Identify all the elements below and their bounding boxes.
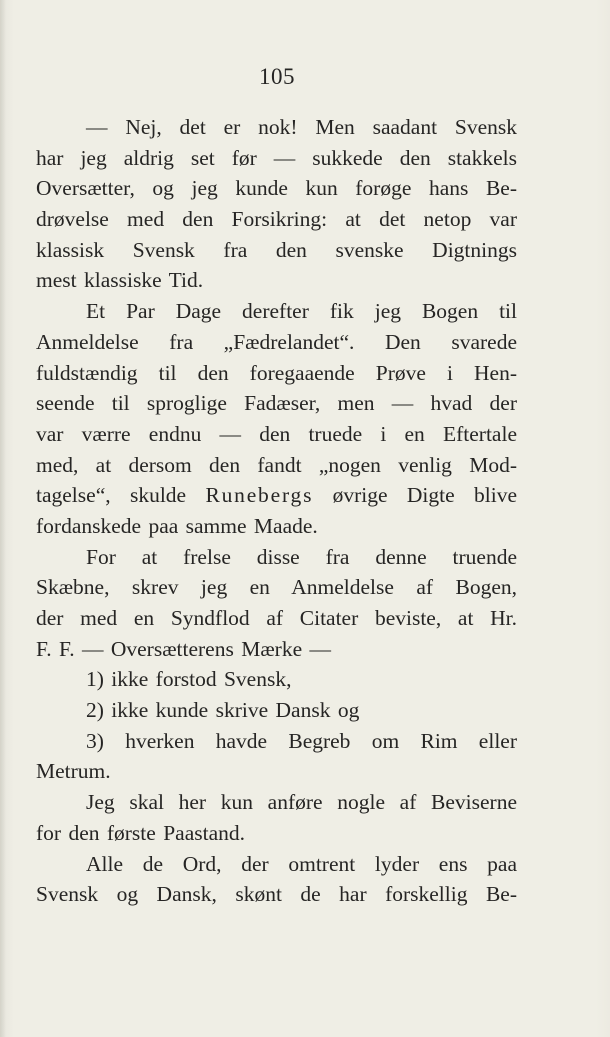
text-line: Jeg skal her kun anføre nogle af Beviserne: [86, 790, 517, 815]
text-line: Metrum.: [36, 759, 111, 784]
page-number: 105: [259, 64, 295, 89]
text-line: Oversætter, og jeg kunde kun forøge hans Be-: [36, 176, 517, 201]
list-item: 3) hverken havde Begreb om Rim eller: [86, 728, 517, 753]
text-line: har jeg aldrig set før — sukkede den stakkels: [36, 145, 517, 170]
text-line: der med en Syndflod af Citater beviste, at Hr.: [36, 606, 517, 630]
text-line: Anmeldelse fra „Fædrelandet“. Den svarede: [36, 329, 517, 354]
list-item: 2) ikke kunde skrive Dansk og: [86, 698, 360, 723]
text-line: med, at dersom den fandt „nogen venlig Mod-: [36, 452, 517, 477]
text-line: mest klassiske Tid.: [36, 268, 204, 293]
spaced-name-runeberg: Runebergs: [205, 483, 314, 508]
text-line: fuldstændig til den foregaaende Prøve i Hen-: [36, 360, 517, 385]
text-line: var værre endnu — den truede i en Eftertale: [36, 421, 517, 446]
text-line: Skæbne, skrev jeg en Anmeldelse af Bogen,: [36, 575, 517, 600]
text-line: — Nej, det er nok! Men saadant Svensk: [86, 115, 517, 139]
text-line: klassisk Svensk fra den svenske Digtnings: [36, 237, 517, 262]
text-line: Alle de Ord, der omtrent lyder ens paa: [86, 851, 517, 876]
text-line-with-name: [36, 480, 517, 511]
list-item: 1) ikke forstod Svensk,: [86, 667, 292, 692]
body-text: [36, 112, 517, 910]
text-line: for den første Paastand.: [36, 820, 245, 845]
text-line: F. F. — Oversætterens Mærke —: [36, 636, 332, 661]
text-line: Et Par Dage derefter fik jeg Bogen til: [86, 299, 517, 324]
text-line: For at frelse disse fra denne truende: [86, 544, 517, 569]
text-line: fordanskede paa samme Maade.: [36, 513, 318, 538]
text-segment: øvrige Digte blive: [332, 483, 517, 508]
text-line: Svensk og Dansk, skønt de har forskellig Be-: [36, 882, 517, 907]
text-segment: tagelse“, skulde: [36, 483, 187, 508]
binding-edge: [0, 0, 6, 1037]
text-line: drøvelse med den Forsikring: at det netop var: [36, 207, 517, 232]
text-line: seende til sproglige Fadæser, men — hvad der: [36, 391, 517, 416]
